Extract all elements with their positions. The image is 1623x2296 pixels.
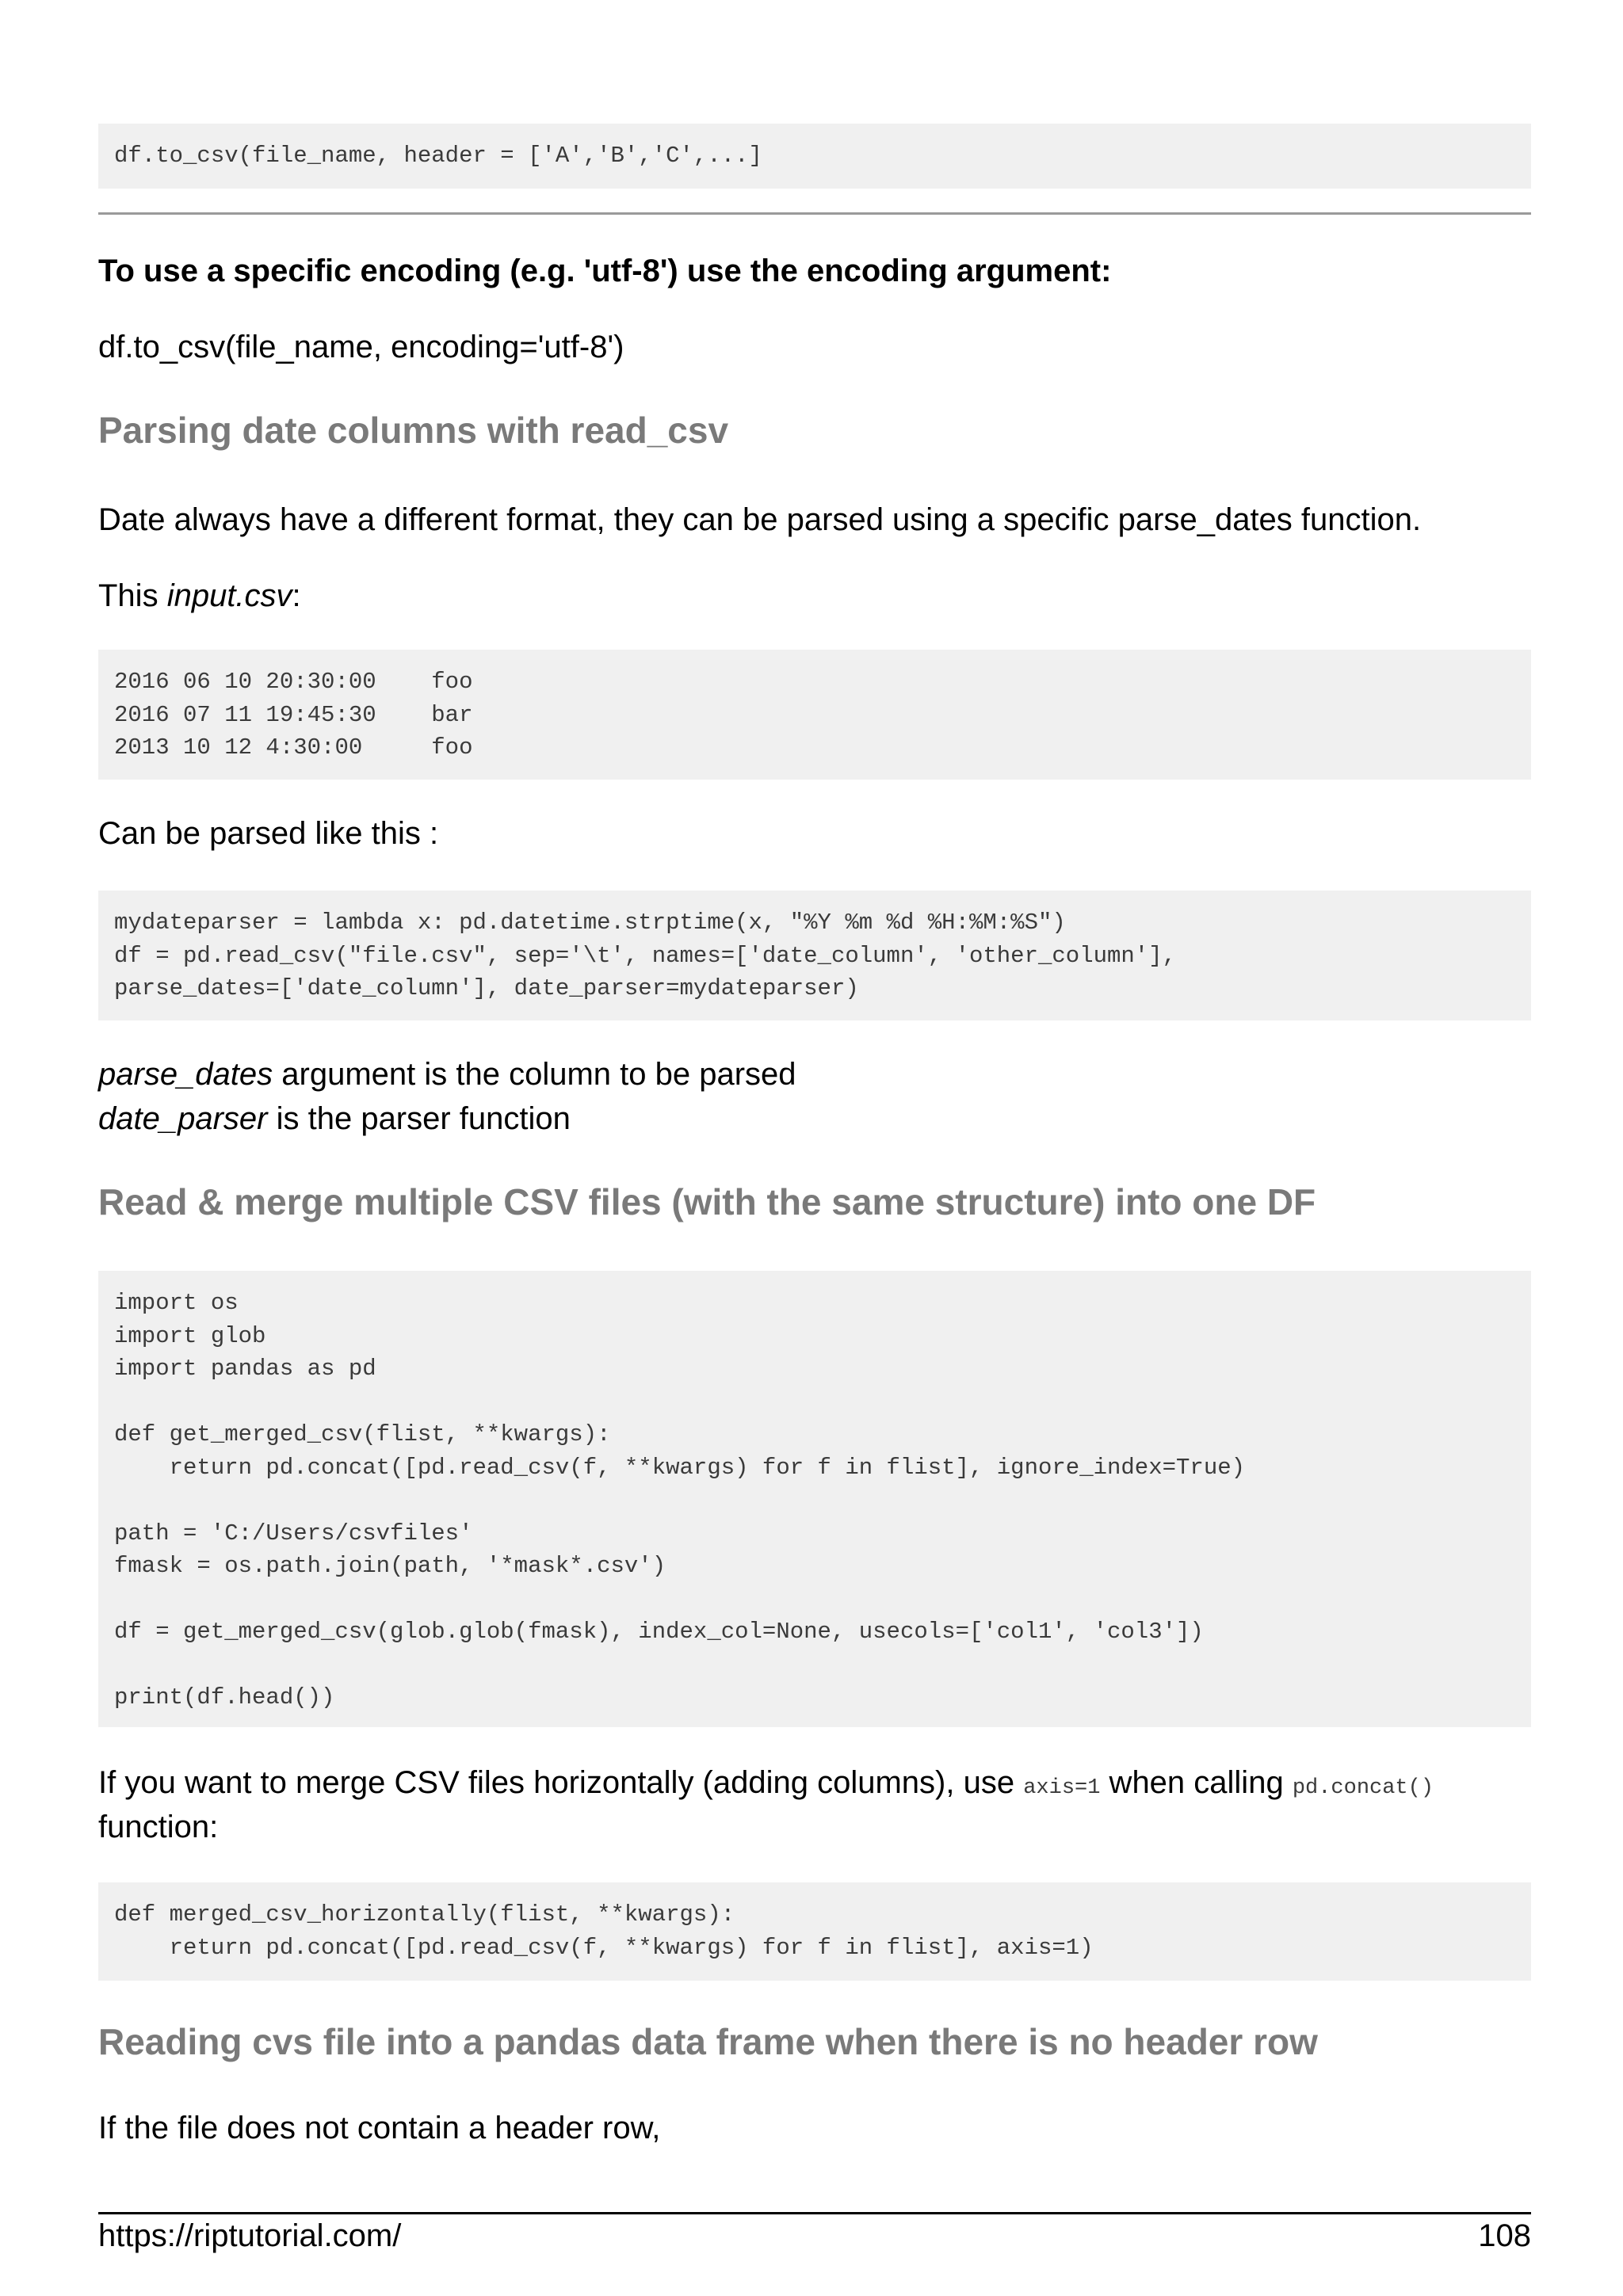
code-line: 2013 10 12 4:30:00 foo [114,734,473,761]
code-line: return pd.concat([pd.read_csv(f, **kwargs) for f in flist], axis=1) [114,1934,1094,1961]
code-block-input-csv [98,650,1531,780]
horizontal-merge-text-2: when calling [1100,1765,1293,1800]
arg-parse-dates-text: argument is the column to be parsed [273,1057,796,1092]
encoding-example: df.to_csv(file_name, encoding='utf-8') [98,330,624,364]
code-line: fmask = os.path.join(path, '*mask*.csv') [114,1553,666,1579]
inline-code-axis: axis=1 [1023,1776,1101,1800]
section-heading-merge-csv: Read & merge multiple CSV files (with the same structure) into one DF [98,1181,1316,1222]
arg-date-parser-name: date_parser [98,1101,268,1136]
code-line: print(df.head()) [114,1684,335,1711]
arg-parse-dates-note [98,1052,796,1097]
horizontal-merge-note [98,1760,1434,1810]
code-line: df = get_merged_csv(glob.glob(fmask), index_col=None, usecols=['col1', 'col3']) [114,1619,1204,1645]
horizontal-merge-note-cont: function: [98,1810,219,1844]
section-heading-parsing-dates: Parsing date columns with read_csv [98,410,729,451]
input-file-note [98,574,301,618]
input-file-prefix: This [98,578,167,613]
code-line: return pd.concat([pd.read_csv(f, **kwargs) for f in flist], ignore_index=True) [114,1454,1246,1481]
input-file-suffix: : [292,578,301,613]
footer-url[interactable]: https://riptutorial.com/ [98,2218,402,2253]
code-line: df.to_csv(file_name, header = ['A','B','C',...] [114,143,762,169]
encoding-note: To use a specific encoding (e.g. 'utf-8') use the encoding argument: [98,254,1112,288]
code-block-merge-horizontal [98,1882,1531,1981]
arg-date-parser-note [98,1097,571,1141]
code-line: 2016 07 11 19:45:30 bar [114,701,473,728]
code-line: parse_dates=['date_column'], date_parser=mydateparser) [114,975,859,1001]
code-line [114,1386,1515,1419]
code-line [114,1583,1515,1616]
arg-parse-dates-name: parse_dates [98,1057,273,1092]
code-line: def merged_csv_horizontally(flist, **kwargs): [114,1901,735,1928]
code-line: path = 'C:/Users/csvfiles' [114,1520,473,1547]
code-line [114,1484,1515,1517]
horizontal-rule [98,212,1531,215]
code-block-merge-csv [98,1271,1531,1727]
footer-divider [98,2212,1531,2214]
section-heading-no-header: Reading cvs file into a pandas data frame when there is no header row [98,2021,1318,2062]
code-line: import pandas as pd [114,1356,376,1382]
inline-code-concat: pd.concat() [1292,1776,1434,1800]
arg-date-parser-text: is the parser function [267,1101,571,1136]
no-header-intro: If the file does not contain a header row, [98,2111,661,2145]
code-line: 2016 06 10 20:30:00 foo [114,669,473,695]
input-file-name: input.csv [166,578,292,613]
horizontal-merge-text-1: If you want to merge CSV files horizontally (adding columns), use [98,1765,1024,1800]
code-block-date-parser [98,891,1531,1020]
footer-page-number: 108 [1478,2218,1531,2253]
code-block-header [98,124,1531,189]
code-line: import glob [114,1322,266,1349]
code-line: df = pd.read_csv("file.csv", sep='\t', names=['date_column', 'other_column'], [114,942,1177,969]
parse-note: Can be parsed like this : [98,816,439,851]
code-line: def get_merged_csv(flist, **kwargs): [114,1421,611,1447]
code-line [114,1649,1515,1682]
parse-dates-intro: Date always have a different format, they can be parsed using a specific parse_dates function. [98,502,1422,537]
code-line: import os [114,1290,239,1316]
code-line: mydateparser = lambda x: pd.datetime.strptime(x, "%Y %m %d %H:%M:%S") [114,910,1066,936]
